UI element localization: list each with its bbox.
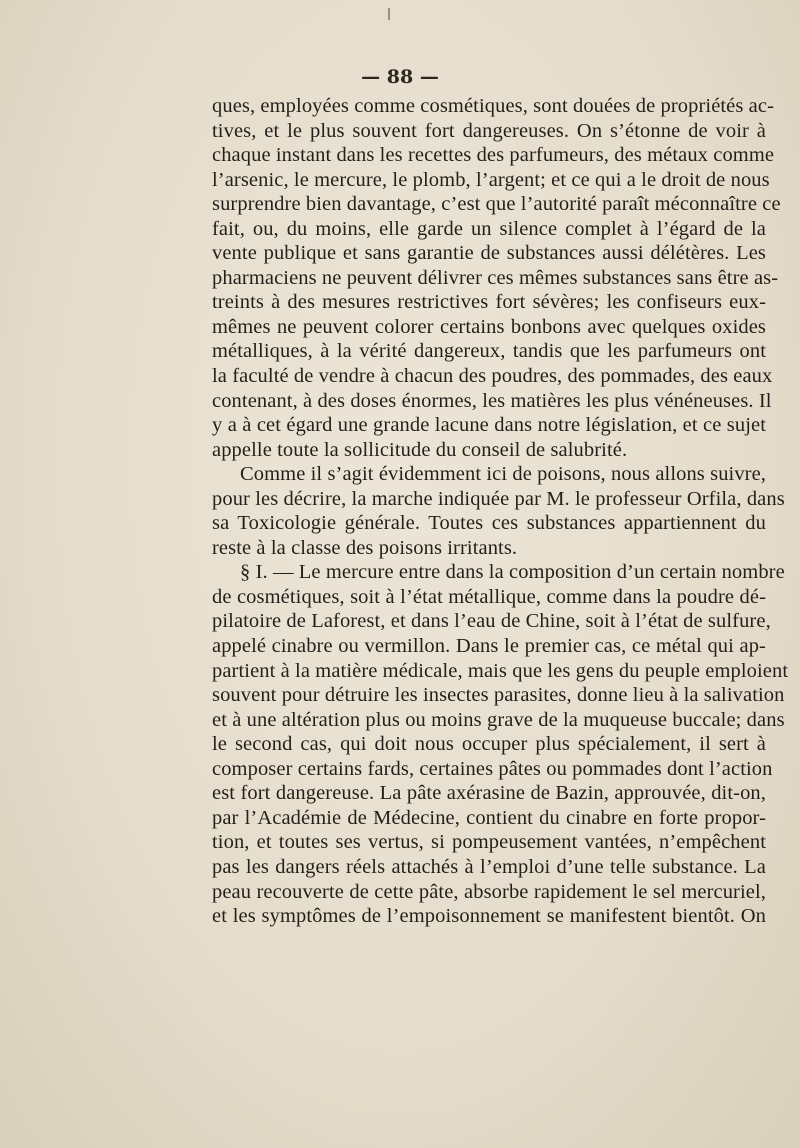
text-line: reste à la classe des poisons irritants. (212, 536, 518, 559)
text-line: métalliques, à la vérité dangereux, tandis que les parfumeurs ont (212, 340, 766, 363)
text-line: pilatoire de Laforest, et dans l’eau de Chine, soit à l’état de sulfure, (212, 610, 771, 633)
body-text (212, 94, 789, 929)
text-line: peau recouverte de cette pâte, absorbe rapidement le sel mercuriel, (212, 880, 766, 903)
text-line: est fort dangereuse. La pâte axérasine de Bazin, approuvée, dit-on, (212, 782, 766, 805)
text-line: et à une altération plus ou moins grave de la muqueuse buccale; dans (212, 708, 785, 731)
text-line: contenant, à des doses énormes, les matières les plus vénéneuses. Il (212, 389, 772, 412)
text-line: chaque instant dans les recettes des parfumeurs, des métaux comme (212, 144, 775, 167)
text-line: l’arsenic, le mercure, le plomb, l’argent; et ce qui a le droit de nous (212, 168, 770, 191)
text-line: pas les dangers réels attachés à l’emploi d’une telle substance. La (212, 855, 766, 878)
text-line: pour les décrire, la marche indiquée par M. le professeur Orfila, dans (212, 487, 785, 510)
text-line: ques, employées comme cosmétiques, sont douées de propriétés ac- (212, 95, 775, 117)
text-line: mêmes ne peuvent colorer certains bonbons avec quelques oxides (212, 315, 766, 338)
text-line: partient à la matière médicale, mais que les gens du peuple emploient (212, 659, 789, 682)
text-line: par l’Académie de Médecine, contient du cinabre en forte propor- (212, 806, 766, 829)
text-line: y a à cet égard une grande lacune dans notre législation, et ce sujet (212, 414, 766, 437)
text-line: sa Toxicologie générale. Toutes ces substances appartiennent du (212, 512, 766, 535)
text-line: appelé cinabre ou vermillon. Dans le premier cas, ce métal qui ap- (212, 635, 766, 658)
text-line: pharmaciens ne peuvent délivrer ces mêmes substances sans être as- (212, 266, 779, 289)
page-mark (388, 8, 390, 20)
text-line: et les symptômes de l’empoisonnement se manifestent bientôt. On (212, 905, 766, 928)
text-line: la faculté de vendre à chacun des poudres, des pommades, des eaux (212, 365, 773, 388)
text-line: vente publique et sans garantie de substances aussi délétères. Les (212, 242, 766, 265)
text-line: souvent pour détruire les insectes parasites, donne lieu à la salivation (212, 684, 785, 707)
text-line: Comme il s’agit évidemment ici de poisons, nous allons suivre, (240, 463, 767, 486)
text-line: treints à des mesures restrictives fort sévères; les confiseurs eux- (212, 291, 766, 314)
page-number: — 88 — (361, 66, 439, 88)
text-line: § I. — Le mercure entre dans la composition d’un certain nombre (240, 561, 785, 584)
text-line: appelle toute la sollicitude du conseil de salubrité. (212, 438, 628, 461)
text-line: tives, et le plus souvent fort dangereuses. On s’étonne de voir à (212, 119, 766, 142)
text-line: de cosmétiques, soit à l’état métallique, comme dans la poudre dé- (212, 585, 766, 608)
text-line: composer certains fards, certaines pâtes ou pommades dont l’action (212, 757, 773, 780)
text-line: tion, et toutes ses vertus, si pompeusement vantées, n’empêchent (212, 831, 766, 854)
text-line: fait, ou, du moins, elle garde un silence complet à l’égard de la (212, 217, 766, 240)
text-line: le second cas, qui doit nous occuper plus spécialement, il sert à (212, 733, 766, 756)
text-line: surprendre bien davantage, c’est que l’autorité paraît méconnaître ce (212, 193, 781, 216)
